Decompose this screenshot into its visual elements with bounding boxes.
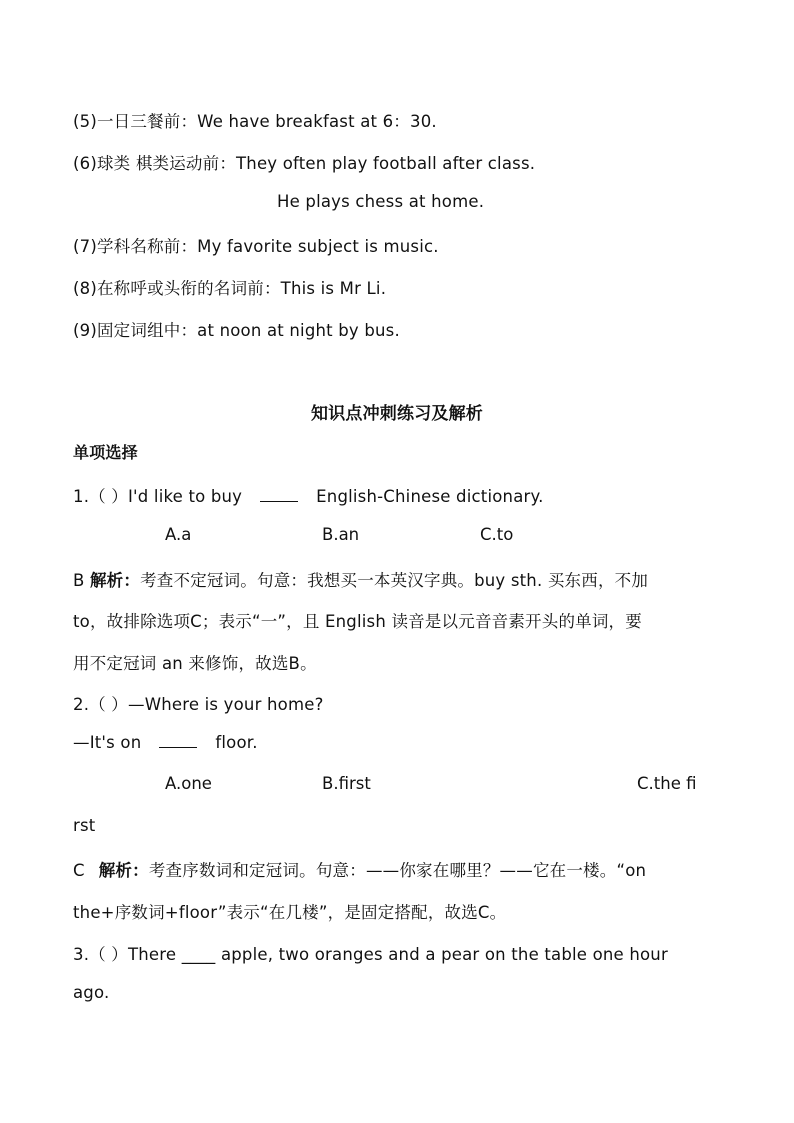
q1-analysis-text-1: 考查不定冠词。句意：我想买一本英汉字典。buy sth. 买东西，不加 xyxy=(140,571,649,590)
section-title: 知识点冲刺练习及解析 xyxy=(311,404,483,424)
question-1-prefix: 1.（ ）I'd like to buy xyxy=(73,487,243,506)
analysis-label: 解析： xyxy=(89,571,141,590)
rule-7: (7)学科名称前：My favorite subject is music. xyxy=(73,237,439,256)
question-3-line-2: ago. xyxy=(73,983,110,1002)
question-2-prefix: —It's on xyxy=(73,733,142,752)
subsection-heading: 单项选择 xyxy=(73,443,138,462)
rule-6-example-2: He plays chess at home. xyxy=(277,192,485,211)
question-3-line-1: 3.（ ）There ____ apple, two oranges and a pear on the table one hour xyxy=(73,945,668,964)
rule-9: (9)固定词组中：at noon at night by bus. xyxy=(73,321,400,340)
q1-analysis-line-3: 用不定冠词 an 来修饰，故选B。 xyxy=(73,654,317,673)
q1-answer: B xyxy=(73,571,85,590)
answer-blank xyxy=(159,746,197,748)
q2-option-a: A.one xyxy=(165,774,212,793)
q2-option-c: C.the fi xyxy=(637,774,697,793)
rule-6: (6)球类 棋类运动前：They often play football after class. xyxy=(73,154,536,173)
q1-analysis-line-2: to，故排除选项C；表示“一”，且 English 读音是以元音音素开头的单词，要 xyxy=(73,612,642,631)
q2-answer: C xyxy=(73,861,85,880)
question-2-line-1: 2.（ ）—Where is your home? xyxy=(73,695,324,714)
q2-option-b: B.first xyxy=(322,774,371,793)
question-2-line-2 xyxy=(73,733,258,752)
answer-blank xyxy=(260,500,298,502)
question-1 xyxy=(73,483,544,507)
q1-analysis-line-1 xyxy=(73,567,648,591)
analysis-label: 解析： xyxy=(98,861,149,880)
q1-option-b: B.an xyxy=(322,525,360,544)
q2-analysis-text-1: 考查序数词和定冠词。句意：——你家在哪里？——它在一楼。“on xyxy=(148,861,647,880)
q2-option-c-wrap: rst xyxy=(73,816,96,835)
q2-analysis-line-1 xyxy=(73,857,646,881)
rule-5: (5)一日三餐前：We have breakfast at 6：30. xyxy=(73,112,437,131)
q1-option-c: C.to xyxy=(480,525,514,544)
q2-analysis-line-2: the+序数词+floor”表示“在几楼”，是固定搭配，故选C。 xyxy=(73,903,507,922)
q1-option-a: A.a xyxy=(165,525,192,544)
question-2-suffix: floor. xyxy=(215,733,258,752)
question-1-suffix: English-Chinese dictionary. xyxy=(316,487,544,506)
rule-8: (8)在称呼或头衔的名词前：This is Mr Li. xyxy=(73,279,387,298)
